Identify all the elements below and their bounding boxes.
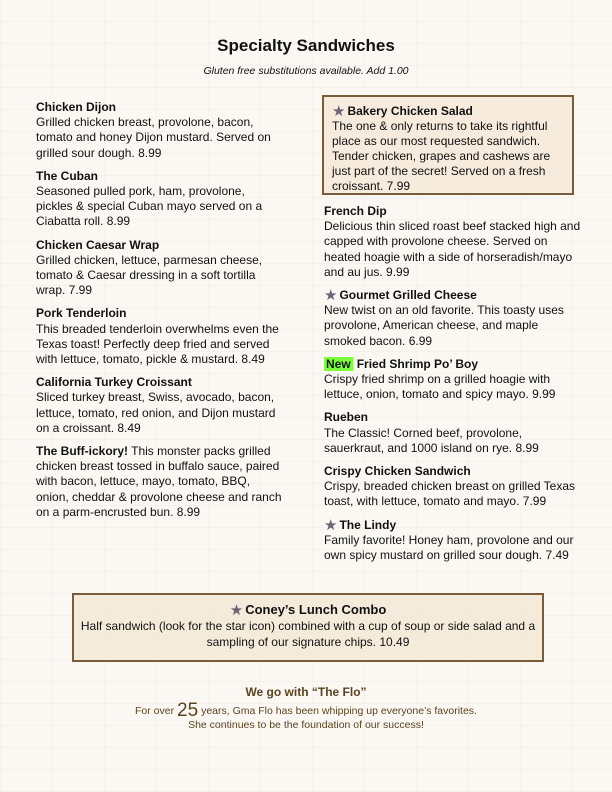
item-name: Pork Tenderloin [36,306,127,321]
item-name: Bakery Chicken Salad [347,104,473,118]
menu-item-the-cuban [36,169,284,230]
item-description: Family favorite! Honey ham, provolone and our own spicy mustard on grilled sour dough. 7.49 [324,532,574,563]
item-description: The Classic! Corned beef, provolone, sauerkraut, and 1000 island on rye. 8.99 [324,425,539,455]
flo-text-line2: She continues to be the foundation of our success! [188,719,424,731]
menu-item-gourmet-grilled-cheese [324,288,582,349]
menu-item-pork-tenderloin [36,306,284,367]
item-name: The Cuban [36,168,98,183]
menu-item-california-turkey-croissant [36,375,284,436]
item-description: Seasoned pulled pork, ham, provolone, pickles & special Cuban mayo served on a Ciabatta roll. 8.99 [36,184,263,229]
item-description: Crispy fried shrimp on a grilled hoagie with lettuce, onion, tomato and spicy mayo. 9.99 [324,372,556,402]
right-menu-column [324,204,582,571]
lunch-combo-box [72,593,544,662]
flo-heading: We go with “The Flo” [245,685,367,699]
menu-item-chicken-dijon [36,100,284,161]
years-number: 25 [177,700,199,721]
item-description: This monster packs grilled chicken breast tossed in buffalo sauce, paired with bacon, lettuce, mayo, tomato, BBQ, onion, cheddar & provolone cheese and ranch on a parm-encrusted bun. 8.99 [36,444,282,519]
item-description: Sliced turkey breast, Swiss, avocado, bacon, lettuce, tomato, red onion, and Dijon mustard on a croissant. 8.49 [36,390,276,435]
item-description: Delicious thin sliced roast beef stacked high and capped with provolone cheese. Served on heated hoagie with a side of horseradish/mayo and au jus. 9.99 [324,219,581,279]
combo-description: Half sandwich (look for the star icon) combined with a cup of soup or side salad and a sampling of our signature chips. 10.49 [80,619,536,649]
item-name: Crispy Chicken Sandwich [324,464,471,479]
item-name: French Dip [324,204,387,218]
item-description: Grilled chicken, lettuce, parmesan cheese, tomato & Caesar dressing in a soft tortilla wrap. 7.99 [36,252,263,298]
item-name: Chicken Dijon [36,100,117,114]
flo-text-pre: For over [135,705,178,717]
item-description: The one & only returns to take its rightful place as our most requested sandwich. Tender chicken, grapes and cashews are just part of the secret! Served on a fresh croissant. 7.99 [332,119,551,193]
item-name: Fried Shrimp Po’ Boy [356,356,479,371]
menu-item-the-lindy [324,518,582,564]
page-title: Specialty Sandwiches [217,36,395,55]
bakery-chicken-salad-box [322,95,574,195]
menu-item-chicken-caesar-wrap [36,238,284,299]
item-name: California Turkey Croissant [36,375,192,390]
item-name: Chicken Caesar Wrap [36,237,160,252]
item-description: This breaded tenderloin overwhelms even the Texas toast! Perfectly deep fried and served with lettuce, tomato, pickle & mustard. 8.49 [36,321,279,367]
star-icon: ★ [324,516,338,534]
item-name: The Lindy [339,517,397,532]
new-badge: New [326,356,351,371]
menu-item-rueben [324,410,582,456]
menu-item-buff-ickory [36,444,284,520]
flo-text-post: years, Gma Flo has been whipping up everyone’s favorites. [198,705,477,717]
menu-item-fried-shrimp-po-boy [324,357,582,403]
item-name: Gourmet Grilled Cheese [339,288,477,303]
combo-title: Coney’s Lunch Combo [245,602,387,617]
menu-item-crispy-chicken-sandwich [324,464,582,510]
star-icon: ★ [324,287,338,305]
item-name: The Buff-ickory! [36,444,129,459]
item-description: Grilled chicken breast, provolone, bacon, tomato and honey Dijon mustard. Served on grilled sour dough. 8.99 [36,115,271,160]
item-name: Rueben [324,410,369,425]
gluten-free-note: Gluten free substitutions available. Add 1.00 [203,65,409,77]
flo-tagline [0,700,612,732]
menu-item-french-dip [324,204,582,280]
item-description: Crispy, breaded chicken breast on grilled Texas toast, with lettuce, tomato and mayo. 7.99 [324,479,576,509]
item-description: New twist on an old favorite. This toasty uses provolone, American cheese, and maple smoked bacon. 6.99 [324,303,564,348]
star-icon: ★ [332,103,346,120]
star-icon: ★ [229,602,244,619]
left-menu-column [36,100,284,528]
